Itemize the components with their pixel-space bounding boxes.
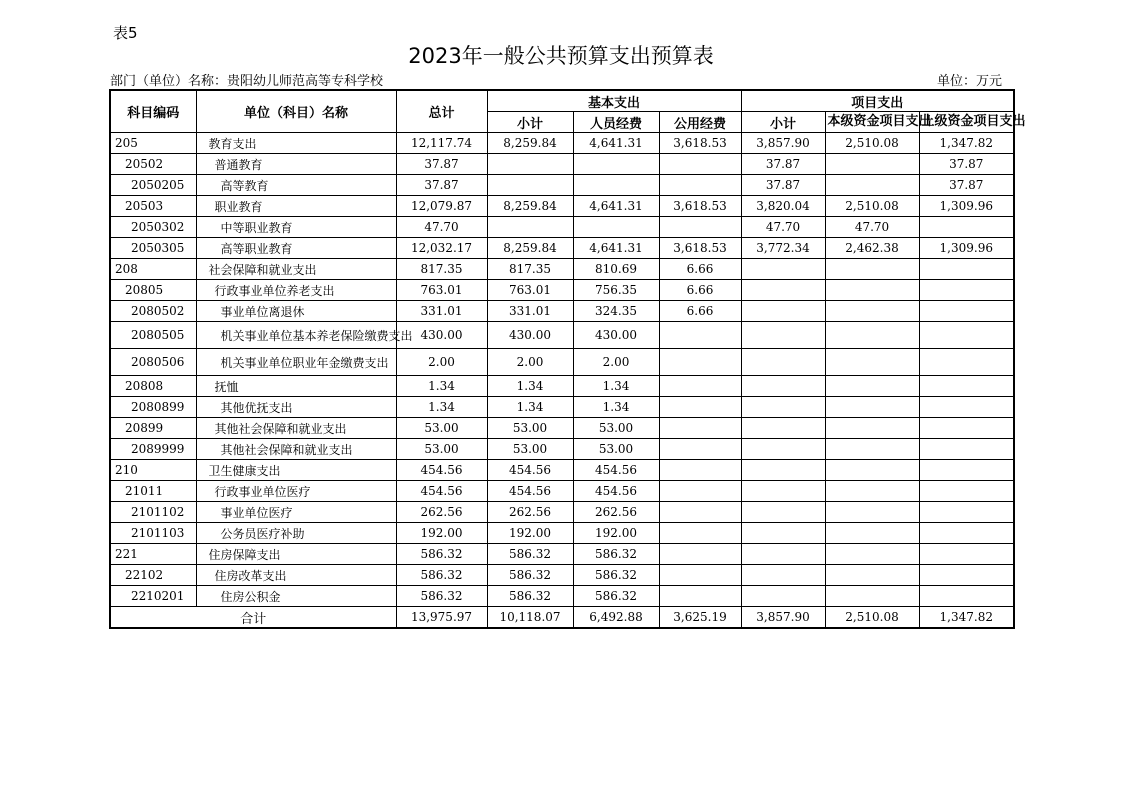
basic-subtotal-cell: 1.34	[487, 376, 573, 397]
total-cell: 454.56	[396, 460, 487, 481]
personnel-cell: 1.34	[573, 397, 659, 418]
public-cell	[659, 175, 741, 196]
local-funds-cell	[825, 301, 919, 322]
personnel-cell: 4,641.31	[573, 133, 659, 154]
local-funds-cell: 2,462.38	[825, 238, 919, 259]
upper-funds-cell	[919, 301, 1014, 322]
personnel-cell: 324.35	[573, 301, 659, 322]
upper-funds-cell	[919, 418, 1014, 439]
unit-label: 单位：万元	[936, 74, 1002, 89]
personnel-cell: 810.69	[573, 259, 659, 280]
basic-subtotal-cell: 817.35	[487, 259, 573, 280]
table-row	[110, 544, 1014, 565]
basic-subtotal-cell: 586.32	[487, 586, 573, 607]
total-upper-cell: 1,347.82	[919, 607, 1014, 629]
basic-subtotal-cell: 2.00	[487, 349, 573, 376]
personnel-cell	[573, 175, 659, 196]
table-row	[110, 376, 1014, 397]
public-cell: 6.66	[659, 259, 741, 280]
total-cell: 1.34	[396, 376, 487, 397]
total-cell: 37.87	[396, 154, 487, 175]
code-cell: 21011	[110, 481, 196, 502]
code-cell: 2080506	[110, 349, 196, 376]
local-funds-cell	[825, 259, 919, 280]
basic-subtotal-cell: 262.56	[487, 502, 573, 523]
total-public-cell: 3,625.19	[659, 607, 741, 629]
total-cell: 12,079.87	[396, 196, 487, 217]
table-row	[110, 418, 1014, 439]
project-subtotal-cell: 37.87	[741, 154, 825, 175]
basic-subtotal-cell: 454.56	[487, 481, 573, 502]
local-funds-cell	[825, 175, 919, 196]
basic-subtotal-cell: 8,259.84	[487, 238, 573, 259]
code-cell: 20502	[110, 154, 196, 175]
personnel-cell	[573, 217, 659, 238]
local-funds-cell	[825, 586, 919, 607]
total-cell: 331.01	[396, 301, 487, 322]
public-cell: 6.66	[659, 301, 741, 322]
public-cell	[659, 349, 741, 376]
local-funds-cell	[825, 397, 919, 418]
upper-funds-cell	[919, 439, 1014, 460]
upper-funds-cell	[919, 565, 1014, 586]
basic-subtotal-cell: 430.00	[487, 322, 573, 349]
upper-funds-cell	[919, 481, 1014, 502]
public-cell: 3,618.53	[659, 133, 741, 154]
personnel-cell: 1.34	[573, 376, 659, 397]
public-cell	[659, 460, 741, 481]
name-cell: 教育支出	[196, 133, 396, 154]
code-cell: 20899	[110, 418, 196, 439]
local-funds-cell: 47.70	[825, 217, 919, 238]
personnel-cell: 4,641.31	[573, 238, 659, 259]
upper-funds-cell: 1,347.82	[919, 133, 1014, 154]
code-cell: 2080502	[110, 301, 196, 322]
project-subtotal-cell: 37.87	[741, 175, 825, 196]
table-row	[110, 460, 1014, 481]
project-subtotal-cell: 3,820.04	[741, 196, 825, 217]
total-cell: 12,032.17	[396, 238, 487, 259]
code-cell: 208	[110, 259, 196, 280]
basic-subtotal-cell: 8,259.84	[487, 133, 573, 154]
personnel-cell: 586.32	[573, 544, 659, 565]
total-cell: 586.32	[396, 586, 487, 607]
upper-funds-cell	[919, 259, 1014, 280]
total-cell: 817.35	[396, 259, 487, 280]
local-funds-cell	[825, 481, 919, 502]
basic-subtotal-cell: 53.00	[487, 439, 573, 460]
public-cell	[659, 154, 741, 175]
local-funds-cell	[825, 376, 919, 397]
upper-funds-cell: 1,309.96	[919, 238, 1014, 259]
basic-subtotal-cell: 586.32	[487, 565, 573, 586]
table-row	[110, 322, 1014, 349]
code-cell: 20805	[110, 280, 196, 301]
local-funds-cell	[825, 523, 919, 544]
project-subtotal-cell: 3,857.90	[741, 133, 825, 154]
name-cell: 高等教育	[196, 175, 396, 196]
header-public: 公用经费	[659, 112, 741, 133]
project-subtotal-cell	[741, 502, 825, 523]
name-cell: 行政事业单位养老支出	[196, 280, 396, 301]
public-cell: 3,618.53	[659, 196, 741, 217]
code-cell: 2050205	[110, 175, 196, 196]
public-cell	[659, 376, 741, 397]
code-cell: 2050302	[110, 217, 196, 238]
total-cell: 454.56	[396, 481, 487, 502]
public-cell	[659, 523, 741, 544]
table-row	[110, 196, 1014, 217]
name-cell: 其他社会保障和就业支出	[196, 418, 396, 439]
name-cell: 事业单位医疗	[196, 502, 396, 523]
table-row	[110, 154, 1014, 175]
project-subtotal-cell	[741, 481, 825, 502]
personnel-cell: 4,641.31	[573, 196, 659, 217]
code-cell: 2089999	[110, 439, 196, 460]
table-row	[110, 238, 1014, 259]
project-subtotal-cell	[741, 259, 825, 280]
project-subtotal-cell	[741, 280, 825, 301]
project-subtotal-cell	[741, 565, 825, 586]
upper-funds-cell	[919, 397, 1014, 418]
public-cell	[659, 565, 741, 586]
project-subtotal-cell	[741, 586, 825, 607]
personnel-cell: 53.00	[573, 418, 659, 439]
basic-subtotal-cell: 1.34	[487, 397, 573, 418]
header-local-funds: 本级资金项目支出	[825, 112, 919, 133]
local-funds-cell	[825, 322, 919, 349]
public-cell	[659, 544, 741, 565]
local-funds-cell	[825, 418, 919, 439]
upper-funds-cell	[919, 322, 1014, 349]
total-basic-cell: 10,118.07	[487, 607, 573, 629]
local-funds-cell	[825, 460, 919, 481]
basic-subtotal-cell	[487, 217, 573, 238]
name-cell: 抚恤	[196, 376, 396, 397]
code-cell: 205	[110, 133, 196, 154]
basic-subtotal-cell	[487, 175, 573, 196]
header-total: 总计	[396, 90, 487, 133]
code-cell: 20503	[110, 196, 196, 217]
code-cell: 2210201	[110, 586, 196, 607]
code-cell: 2080899	[110, 397, 196, 418]
table-number: 表5	[113, 24, 138, 42]
basic-subtotal-cell: 586.32	[487, 544, 573, 565]
upper-funds-cell: 37.87	[919, 154, 1014, 175]
local-funds-cell: 2,510.08	[825, 196, 919, 217]
personnel-cell: 586.32	[573, 565, 659, 586]
total-cell: 47.70	[396, 217, 487, 238]
public-cell	[659, 397, 741, 418]
name-cell: 普通教育	[196, 154, 396, 175]
total-cell: 1.34	[396, 397, 487, 418]
total-cell: 262.56	[396, 502, 487, 523]
table-row	[110, 523, 1014, 544]
local-funds-cell	[825, 502, 919, 523]
local-funds-cell	[825, 154, 919, 175]
local-funds-cell	[825, 565, 919, 586]
basic-subtotal-cell: 331.01	[487, 301, 573, 322]
header-upper-funds: 上级资金项目支出	[919, 112, 1014, 133]
project-subtotal-cell	[741, 322, 825, 349]
name-cell: 高等职业教育	[196, 238, 396, 259]
total-cell: 192.00	[396, 523, 487, 544]
basic-subtotal-cell: 8,259.84	[487, 196, 573, 217]
code-cell: 22102	[110, 565, 196, 586]
code-cell: 221	[110, 544, 196, 565]
project-subtotal-cell	[741, 301, 825, 322]
name-cell: 行政事业单位医疗	[196, 481, 396, 502]
table-row	[110, 133, 1014, 154]
code-cell: 2101102	[110, 502, 196, 523]
basic-subtotal-cell: 53.00	[487, 418, 573, 439]
personnel-cell: 430.00	[573, 322, 659, 349]
upper-funds-cell	[919, 523, 1014, 544]
personnel-cell	[573, 154, 659, 175]
page-title: 2023年一般公共预算支出预算表	[408, 44, 714, 68]
total-cell: 586.32	[396, 544, 487, 565]
total-cell: 586.32	[396, 565, 487, 586]
upper-funds-cell: 1,309.96	[919, 196, 1014, 217]
public-cell	[659, 322, 741, 349]
upper-funds-cell	[919, 280, 1014, 301]
header-personnel: 人员经费	[573, 112, 659, 133]
header-code: 科目编码	[110, 90, 196, 133]
upper-funds-cell	[919, 502, 1014, 523]
table-row	[110, 175, 1014, 196]
public-cell	[659, 502, 741, 523]
project-subtotal-cell	[741, 439, 825, 460]
project-subtotal-cell	[741, 397, 825, 418]
total-cell: 12,117.74	[396, 133, 487, 154]
public-cell: 6.66	[659, 280, 741, 301]
name-cell: 中等职业教育	[196, 217, 396, 238]
name-cell: 其他优抚支出	[196, 397, 396, 418]
total-project-cell: 3,857.90	[741, 607, 825, 629]
upper-funds-cell	[919, 460, 1014, 481]
basic-subtotal-cell	[487, 154, 573, 175]
project-subtotal-cell: 3,772.34	[741, 238, 825, 259]
name-cell: 公务员医疗补助	[196, 523, 396, 544]
total-row	[110, 607, 1014, 629]
table-row	[110, 217, 1014, 238]
project-subtotal-cell: 47.70	[741, 217, 825, 238]
public-cell	[659, 481, 741, 502]
basic-subtotal-cell: 763.01	[487, 280, 573, 301]
header-project-subtotal: 小计	[741, 112, 825, 133]
upper-funds-cell	[919, 544, 1014, 565]
name-cell: 住房改革支出	[196, 565, 396, 586]
project-subtotal-cell	[741, 349, 825, 376]
personnel-cell: 262.56	[573, 502, 659, 523]
project-subtotal-cell	[741, 544, 825, 565]
project-subtotal-cell	[741, 376, 825, 397]
name-cell: 机关事业单位基本养老保险缴费支出	[196, 322, 396, 349]
table-row	[110, 502, 1014, 523]
table-body	[110, 133, 1014, 607]
project-subtotal-cell	[741, 523, 825, 544]
header-project-group: 项目支出	[741, 90, 1014, 112]
name-cell: 职业教育	[196, 196, 396, 217]
project-subtotal-cell	[741, 418, 825, 439]
personnel-cell: 53.00	[573, 439, 659, 460]
local-funds-cell	[825, 280, 919, 301]
name-cell: 事业单位离退休	[196, 301, 396, 322]
header-name: 单位（科目）名称	[196, 90, 396, 133]
local-funds-cell: 2,510.08	[825, 133, 919, 154]
header-basic-group: 基本支出	[487, 90, 741, 112]
code-cell: 210	[110, 460, 196, 481]
personnel-cell: 192.00	[573, 523, 659, 544]
name-cell: 卫生健康支出	[196, 460, 396, 481]
name-cell: 住房保障支出	[196, 544, 396, 565]
upper-funds-cell	[919, 586, 1014, 607]
public-cell: 3,618.53	[659, 238, 741, 259]
public-cell	[659, 586, 741, 607]
local-funds-cell	[825, 349, 919, 376]
public-cell	[659, 439, 741, 460]
public-cell	[659, 418, 741, 439]
name-cell: 机关事业单位职业年金缴费支出	[196, 349, 396, 376]
budget-table	[109, 89, 1026, 629]
public-cell	[659, 217, 741, 238]
table-row	[110, 349, 1014, 376]
personnel-cell: 454.56	[573, 460, 659, 481]
table-row	[110, 586, 1014, 607]
total-local-cell: 2,510.08	[825, 607, 919, 629]
code-cell: 2101103	[110, 523, 196, 544]
basic-subtotal-cell: 192.00	[487, 523, 573, 544]
name-cell: 社会保障和就业支出	[196, 259, 396, 280]
personnel-cell: 756.35	[573, 280, 659, 301]
table-row	[110, 397, 1014, 418]
upper-funds-cell	[919, 217, 1014, 238]
name-cell: 其他社会保障和就业支出	[196, 439, 396, 460]
code-cell: 20808	[110, 376, 196, 397]
personnel-cell: 586.32	[573, 586, 659, 607]
code-cell: 2080505	[110, 322, 196, 349]
personnel-cell: 454.56	[573, 481, 659, 502]
header-basic-subtotal: 小计	[487, 112, 573, 133]
total-personnel-cell: 6,492.88	[573, 607, 659, 629]
total-cell: 430.00	[396, 322, 487, 349]
table-row	[110, 301, 1014, 322]
total-cell: 13,975.97	[396, 607, 487, 629]
total-cell: 53.00	[396, 439, 487, 460]
code-cell: 2050305	[110, 238, 196, 259]
local-funds-cell	[825, 544, 919, 565]
table-row	[110, 259, 1014, 280]
department-label: 部门（单位）名称：贵阳幼儿师范高等专科学校	[110, 74, 384, 89]
basic-subtotal-cell: 454.56	[487, 460, 573, 481]
upper-funds-cell	[919, 376, 1014, 397]
personnel-cell: 2.00	[573, 349, 659, 376]
total-cell: 763.01	[396, 280, 487, 301]
table-row	[110, 481, 1014, 502]
table-row	[110, 565, 1014, 586]
total-cell: 37.87	[396, 175, 487, 196]
name-cell: 住房公积金	[196, 586, 396, 607]
total-cell: 53.00	[396, 418, 487, 439]
upper-funds-cell: 37.87	[919, 175, 1014, 196]
project-subtotal-cell	[741, 460, 825, 481]
total-label: 合计	[110, 607, 396, 629]
table-row	[110, 439, 1014, 460]
upper-funds-cell	[919, 349, 1014, 376]
total-cell: 2.00	[396, 349, 487, 376]
local-funds-cell	[825, 439, 919, 460]
table-row	[110, 280, 1014, 301]
